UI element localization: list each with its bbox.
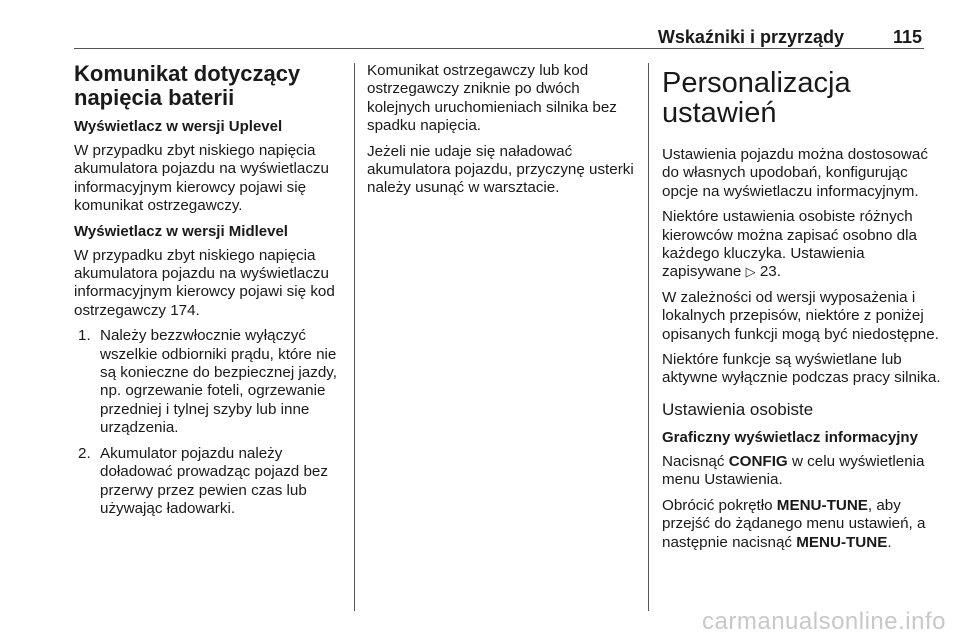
paragraph-engine: Niektóre funkcje są wyświetlane lub aktywne wyłącznie podczas pracy silnika.	[662, 351, 941, 387]
subheading-midlevel: Wyświetlacz w wersji Midlevel	[74, 222, 288, 240]
watermark: carmanualsonline.info	[702, 608, 946, 635]
menu-tune-label: MENU-TUNE	[796, 533, 888, 551]
column-1	[74, 62, 346, 525]
list-item	[74, 327, 346, 437]
text-run: w celu wyświetlenia menu Ustawienia.	[662, 452, 925, 489]
subheading-personal-settings: Ustawienia osobiste	[662, 399, 814, 419]
paragraph-menu-tune	[662, 497, 944, 552]
paragraph-workshop: Jeżeli nie udaje się naładować akumulatora pojazdu, przyczynę usterki należy usunąć w warsztacie.	[367, 142, 634, 197]
paragraph-uplevel: W przypadku zbyt niskiego napięcia akumulatora pojazdu na wyświetlaczu informacyjnym kierowcy pojawi się komunikat ostrzegawczy.	[74, 142, 329, 215]
section-heading-battery: Komunikat dotyczący napięcia baterii	[74, 61, 301, 110]
text-run: , aby przejść do żądanego menu ustawień, a następnie nacisnąć	[662, 496, 926, 551]
section-heading-personalization: Personalizacja ustawień	[662, 67, 851, 129]
paragraph-key-settings	[662, 208, 944, 282]
page-reference[interactable]: 23.	[759, 263, 781, 281]
list-item	[74, 445, 346, 519]
paragraph-equipment: W zależności od wersji wyposażenia i lokalnych przepisów, niektóre z poniżej opisanych funkcji mogą być niedostępne.	[662, 288, 939, 343]
subheading-uplevel: Wyświetlacz w wersji Uplevel	[74, 118, 283, 135]
paragraph-warning-disappears: Komunikat ostrzegawczy lub kod ostrzegawczy zniknie po dwóch kolejnych uruchomieniach silnika bez spadku napięcia.	[367, 62, 617, 135]
column-divider-1	[354, 63, 355, 611]
list-item-number: 1.	[78, 327, 91, 345]
paragraph-midlevel: W przypadku zbyt niskiego napięcia akumulatora pojazdu na wyświetlaczu informacyjnym kierowcy pojawi się kod ostrzegawczy 174.	[74, 246, 335, 319]
list-item-text: Należy bezzwłocznie wyłączyć wszelkie odbiorniki prądu, które nie są konieczne do bezpiecznej jazdy, np. ogrzewanie foteli, ogrzewanie przedniej i tylnej szyby lub inne urządzenia.	[100, 327, 337, 437]
column-3	[662, 62, 944, 559]
menu-tune-label: MENU-TUNE	[776, 496, 868, 514]
config-button-label: CONFIG	[728, 452, 788, 470]
text-run: Obrócić pokrętło	[662, 496, 777, 514]
subheading-graphic-display: Graficzny wyświetlacz informacyjny	[662, 428, 918, 446]
paragraph-intro: Ustawienia pojazdu można dostosować do własnych upodobań, konfigurując opcje na wyświetlaczu informacyjnym.	[662, 146, 928, 200]
column-divider-2	[648, 63, 649, 611]
column-2	[367, 62, 637, 205]
page-header	[74, 24, 924, 49]
list-item-text: Akumulator pojazdu należy doładować prowadząc pojazd bez przerwy przez pewien czas lub używając ładowarki.	[100, 444, 328, 517]
text-run: Nacisnąć	[662, 452, 729, 470]
steps-list	[74, 327, 346, 518]
header-title: Wskaźniki i przyrządy	[657, 27, 844, 47]
page-number: 115	[892, 27, 922, 47]
page-reference-arrow-icon: ▷	[745, 264, 756, 280]
text-run: .	[887, 533, 892, 551]
paragraph-key-settings-text: Niektóre ustawienia osobiste różnych kierowców można zapisać osobno dla każdego kluczyka. Ustawienia zapisywane	[662, 208, 917, 281]
paragraph-config	[662, 453, 944, 490]
list-item-number: 2.	[78, 444, 91, 462]
